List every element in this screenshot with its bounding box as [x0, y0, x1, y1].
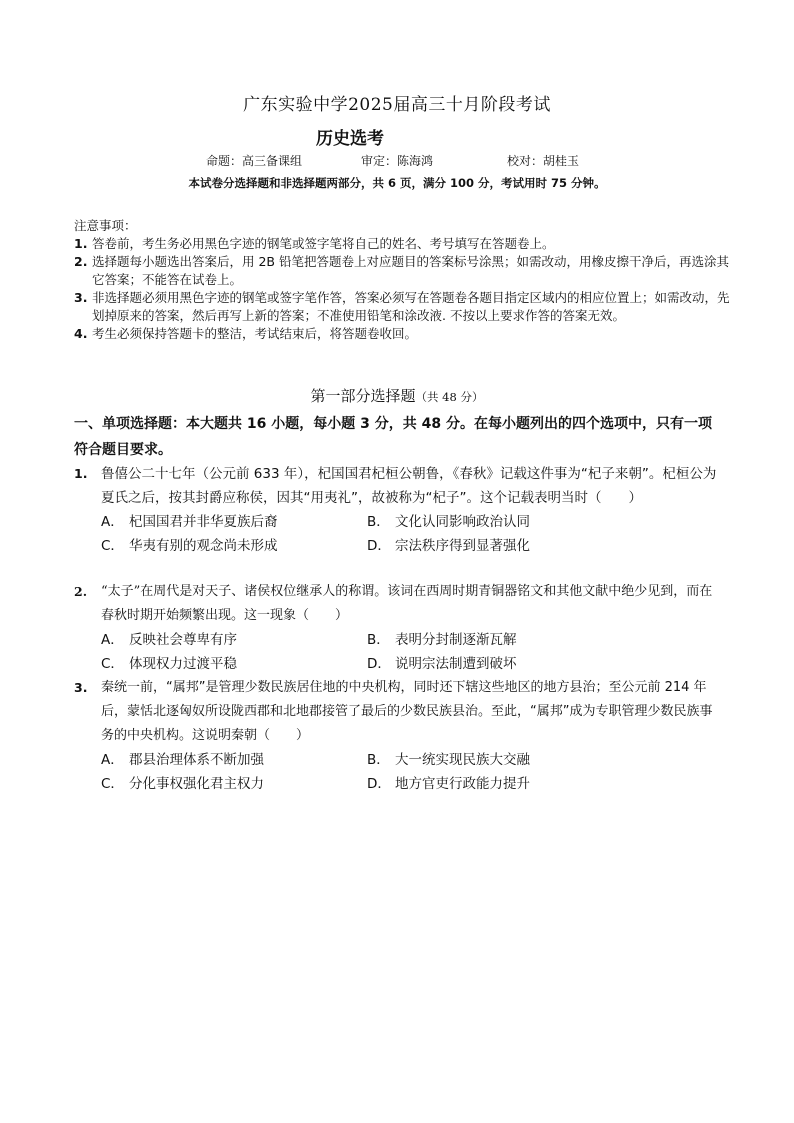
option-c: C． 分化事权强化君主权力 — [101, 776, 264, 792]
question-number: 1. — [74, 466, 88, 481]
option-b: B． 文化认同影响政治认同 — [367, 514, 530, 530]
question-2 — [74, 580, 724, 676]
option-d: D． 地方官吏行政能力提升 — [367, 776, 530, 792]
option-c: C． 体现权力过渡平稳 — [101, 656, 237, 672]
question-number: 3. — [74, 680, 88, 695]
question-stem: 秦统一前，“属邦”是管理少数民族居住地的中央机构，同时还下辖这些地区的地方县治；至公元前 214 年后，蒙恬北逐匈奴所设陇西郡和北地郡接管了最后的少数民族县治。至此，“属邦”成为专职管理少数民族事务的中央机构。这说明秦朝（ ） — [101, 680, 713, 743]
notice-item — [74, 235, 734, 253]
section-heading: 一、单项选择题：本大题共 16 小题，每小题 3 分，共 48 分。在每小题列出的四个选项中，只有一项符合题目要求。 — [74, 416, 712, 458]
part-one-title-text: 第一部分选择题 — [310, 387, 416, 405]
notice-item — [74, 289, 734, 325]
option-b: B． 表明分封制逐渐瓦解 — [367, 632, 517, 648]
question-stem: “太子”在周代是对天子、诸侯权位继承人的称谓。该词在西周时期青铜器铭文和其他文献中绝少见到，而在春秋时期开始频繁出现。这一现象（ ） — [101, 584, 713, 623]
question-3 — [74, 676, 724, 796]
notice-item-text: 答卷前，考生务必用黑色字迹的钢笔或签字笔将自己的姓名、考号填写在答题卷上。 — [92, 236, 555, 251]
notice-item-number: 1. — [74, 236, 88, 251]
exam-subtitle: 历史选考 — [316, 129, 384, 149]
question-number: 2. — [74, 584, 88, 599]
option-d: D． 宗法秩序得到显著强化 — [367, 538, 530, 554]
option-c: C． 华夷有别的观念尚未形成 — [101, 538, 278, 554]
option-a: A． 反映社会尊卑有序 — [101, 632, 237, 648]
notice-item-text: 选择题每小题选出答案后，用 2B 铅笔把答题卷上对应题目的答案标号涂黑；如需改动，用橡皮擦干净后，再选涂其它答案；不能答在试卷上。 — [92, 254, 729, 287]
notice-item — [74, 253, 734, 289]
notice-item-text: 考生必须保持答题卡的整洁，考试结束后，将答题卷收回。 — [92, 326, 418, 341]
option-a: A． 郡县治理体系不断加强 — [101, 752, 264, 768]
reviewer-credit: 审定：陈海鸿 — [361, 154, 434, 168]
setter-credit: 命题：高三备课组 — [206, 154, 303, 168]
question-1 — [74, 462, 724, 558]
exam-title: 广东实验中学2025届高三十月阶段考试 — [243, 95, 551, 115]
notice-block — [74, 217, 734, 343]
question-options — [74, 510, 724, 558]
option-b: B． 大一统实现民族大交融 — [367, 752, 530, 768]
proofreader-credit: 校对：胡桂玉 — [507, 154, 580, 168]
part-one-title — [0, 385, 794, 406]
option-d: D． 说明宗法制遭到破坏 — [367, 656, 517, 672]
question-options — [74, 748, 724, 796]
option-a: A． 杞国国君并非华夏族后裔 — [101, 514, 278, 530]
part-one-score: （共 48 分） — [415, 390, 484, 404]
question-stem: 鲁僖公二十七年（公元前 633 年），杞国国君杞桓公朝鲁，《春秋》记载这件事为“杞子来朝”。杞桓公为夏氏之后，按其封爵应称侯，因其“用夷礼”，故被称为“杞子”。这个记载表明当时（ ） — [101, 466, 717, 506]
exam-intro: 本试卷分选择题和非选择题两部分，共 6 页，满分 100 分，考试用时 75 分钟。 — [188, 176, 606, 190]
question-options — [74, 628, 724, 676]
notice-item-text: 非选择题必须用黑色字迹的钢笔或签字笔作答，答案必须写在答题卷各题目指定区域内的相应位置上；如需改动，先划掉原来的答案，然后再写上新的答案；不准使用铅笔和涂改液. 不按以上要求作答的答案无效。 — [92, 290, 730, 323]
notice-item-number: 3. — [74, 290, 88, 305]
notice-heading: 注意事项： — [74, 218, 137, 233]
notice-item — [74, 325, 734, 343]
notice-item-number: 4. — [74, 326, 88, 341]
notice-item-number: 2. — [74, 254, 88, 269]
